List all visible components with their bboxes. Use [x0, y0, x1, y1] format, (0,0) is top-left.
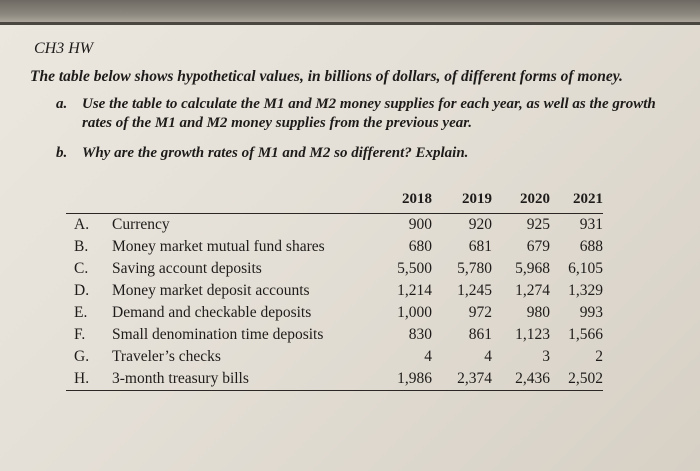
- row-value: 993: [579, 304, 603, 321]
- row-label: Money market deposit accounts: [112, 282, 310, 299]
- table-row: [66, 258, 603, 280]
- row-value: 1,000: [397, 304, 432, 321]
- row-label: 3-month treasury bills: [112, 368, 362, 391]
- row-value: 1,214: [397, 282, 432, 299]
- row-value: 688: [579, 238, 603, 255]
- table-header-row: [66, 187, 603, 214]
- year-header: 2018: [362, 187, 432, 214]
- row-label: Small denomination time deposits: [112, 326, 324, 343]
- row-letter: E.: [74, 304, 88, 321]
- question-a: [56, 95, 696, 135]
- table-row: [66, 368, 603, 391]
- row-value: 5,780: [457, 260, 492, 277]
- page-heading: CH3 HW: [34, 40, 94, 57]
- question-letter: b.: [56, 145, 68, 161]
- year-header: 2019: [432, 187, 492, 214]
- row-value: 680: [408, 238, 432, 255]
- year-header: 2020: [492, 187, 550, 214]
- row-value: 972: [468, 304, 492, 321]
- question-b: [56, 144, 696, 164]
- row-label: Saving account deposits: [112, 260, 262, 277]
- row-value: 980: [526, 304, 550, 321]
- photo-background-top: [0, 0, 700, 24]
- row-value: 1,274: [515, 282, 550, 299]
- row-value: 931: [579, 216, 603, 233]
- row-value: 1,245: [457, 282, 492, 299]
- row-letter: B.: [74, 238, 89, 255]
- row-value: 4: [484, 348, 492, 365]
- row-value: 861: [468, 326, 492, 343]
- table-row: [66, 324, 603, 346]
- row-value: 5,500: [397, 260, 432, 277]
- table-row: [66, 236, 603, 258]
- row-letter: H.: [66, 368, 112, 391]
- row-label: Money market mutual fund shares: [112, 238, 325, 255]
- question-text: Use the table to calculate the M1 and M2 money supplies for each year, as well as the growth rates of the M1 and M2 money supplies from the previous year.: [82, 96, 656, 131]
- intro-text: The table below shows hypothetical values, in billions of dollars, of different forms of money.: [30, 68, 623, 85]
- row-value: 2,374: [432, 368, 492, 391]
- row-value: 830: [408, 326, 432, 343]
- row-value: 681: [468, 238, 492, 255]
- row-letter: C.: [74, 260, 89, 277]
- money-forms-table: [66, 187, 603, 391]
- question-letter: a.: [56, 96, 68, 112]
- row-value: 679: [526, 238, 550, 255]
- row-letter: F.: [74, 326, 86, 343]
- row-letter: D.: [74, 282, 90, 299]
- paper-top-edge: [0, 22, 700, 25]
- row-letter: A.: [74, 216, 90, 233]
- row-value: 1,986: [362, 368, 432, 391]
- question-text: Why are the growth rates of M1 and M2 so different? Explain.: [82, 145, 469, 161]
- row-label: Currency: [112, 216, 170, 233]
- table-row: [66, 214, 603, 237]
- row-value: 900: [408, 216, 432, 233]
- row-value: 3: [542, 348, 550, 365]
- table-row: [66, 346, 603, 368]
- table-row: [66, 302, 603, 324]
- row-value: 4: [424, 348, 432, 365]
- row-value: 2,502: [550, 368, 603, 391]
- row-value: 1,329: [568, 282, 603, 299]
- row-label: Traveler’s checks: [112, 348, 221, 365]
- table-row: [66, 280, 603, 302]
- row-value: 1,123: [515, 326, 550, 343]
- row-value: 925: [526, 216, 550, 233]
- row-value: 5,968: [515, 260, 550, 277]
- row-value: 920: [468, 216, 492, 233]
- row-value: 2: [595, 348, 603, 365]
- row-value: 6,105: [568, 260, 603, 277]
- row-label: Demand and checkable deposits: [112, 304, 312, 321]
- row-value: 1,566: [568, 326, 603, 343]
- row-value: 2,436: [492, 368, 550, 391]
- row-letter: G.: [74, 348, 90, 365]
- year-header: 2021: [550, 187, 603, 214]
